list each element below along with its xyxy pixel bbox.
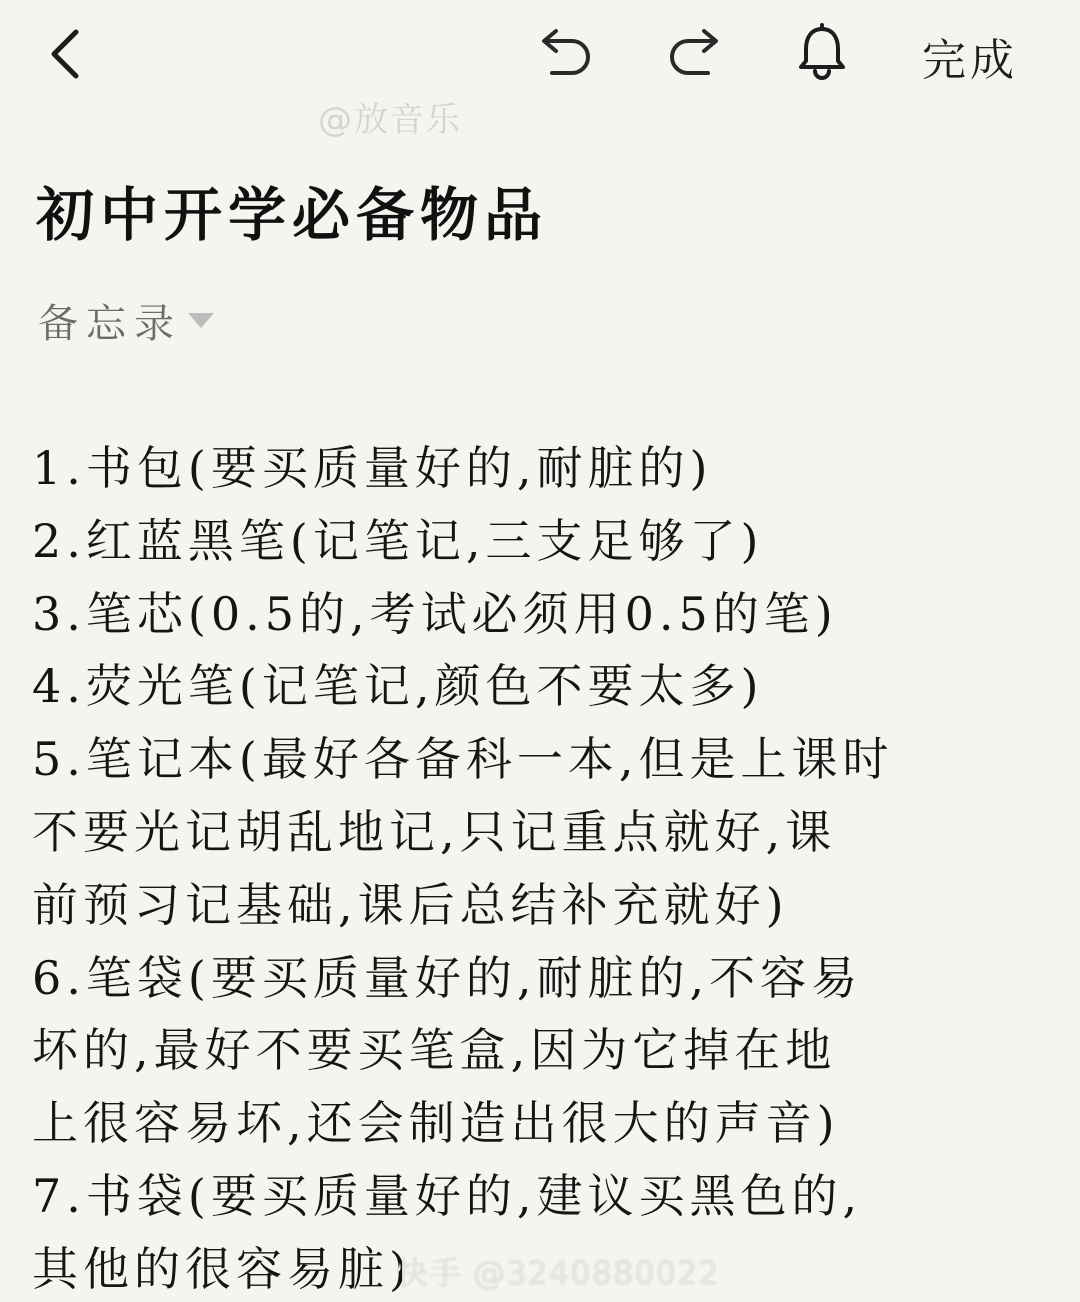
note-line: 坏的,最好不要买笔盒,因为它掉在地 [32, 1023, 837, 1078]
undo-icon [532, 27, 596, 81]
note-line: 5.笔记本(最好各备科一本,但是上课时 [32, 732, 894, 787]
note-line: 6.笔袋(要买质量好的,耐脏的,不容易 [32, 950, 863, 1005]
note-line: 1.书包(要买质量好的,耐脏的) [32, 441, 713, 495]
toolbar [0, 0, 1080, 110]
note-line: 4.荧光笔(记笔记,颜色不要太多) [32, 659, 764, 714]
redo-icon [664, 27, 728, 81]
folder-select[interactable] [38, 292, 214, 349]
watermark-bottom: 快手 @3240880022 [396, 1254, 720, 1292]
watermark-top: @放音乐 [318, 100, 462, 140]
note-line: 2.红蓝黑笔(记笔记,三支足够了) [32, 513, 764, 568]
redo-button[interactable] [660, 22, 732, 86]
folder-label: 备忘录 [38, 301, 182, 347]
bell-icon [795, 23, 849, 83]
dropdown-arrow-icon [188, 313, 214, 328]
undo-button[interactable] [528, 22, 600, 86]
note-line: 其他的很容易脏) [32, 1241, 412, 1296]
note-line: 7.书袋(要买质量好的,建议买黑色的, [32, 1168, 863, 1223]
reminder-button[interactable] [790, 18, 854, 88]
note-title[interactable]: 初中开学必备物品 [36, 181, 549, 249]
note-line: 3.笔芯(0.5的,考试必须用0.5的笔) [32, 586, 838, 641]
note-body[interactable] [32, 432, 1052, 1302]
note-line: 前预习记基础,课后总结补充就好) [32, 877, 789, 932]
done-button[interactable]: 完成 [922, 35, 1018, 86]
note-line: 不要光记胡乱地记,只记重点就好,课 [32, 804, 837, 859]
chevron-left-icon [44, 26, 84, 82]
note-line: 上很容易坏,还会制造出很大的声音) [32, 1096, 840, 1151]
back-button[interactable] [34, 22, 94, 86]
